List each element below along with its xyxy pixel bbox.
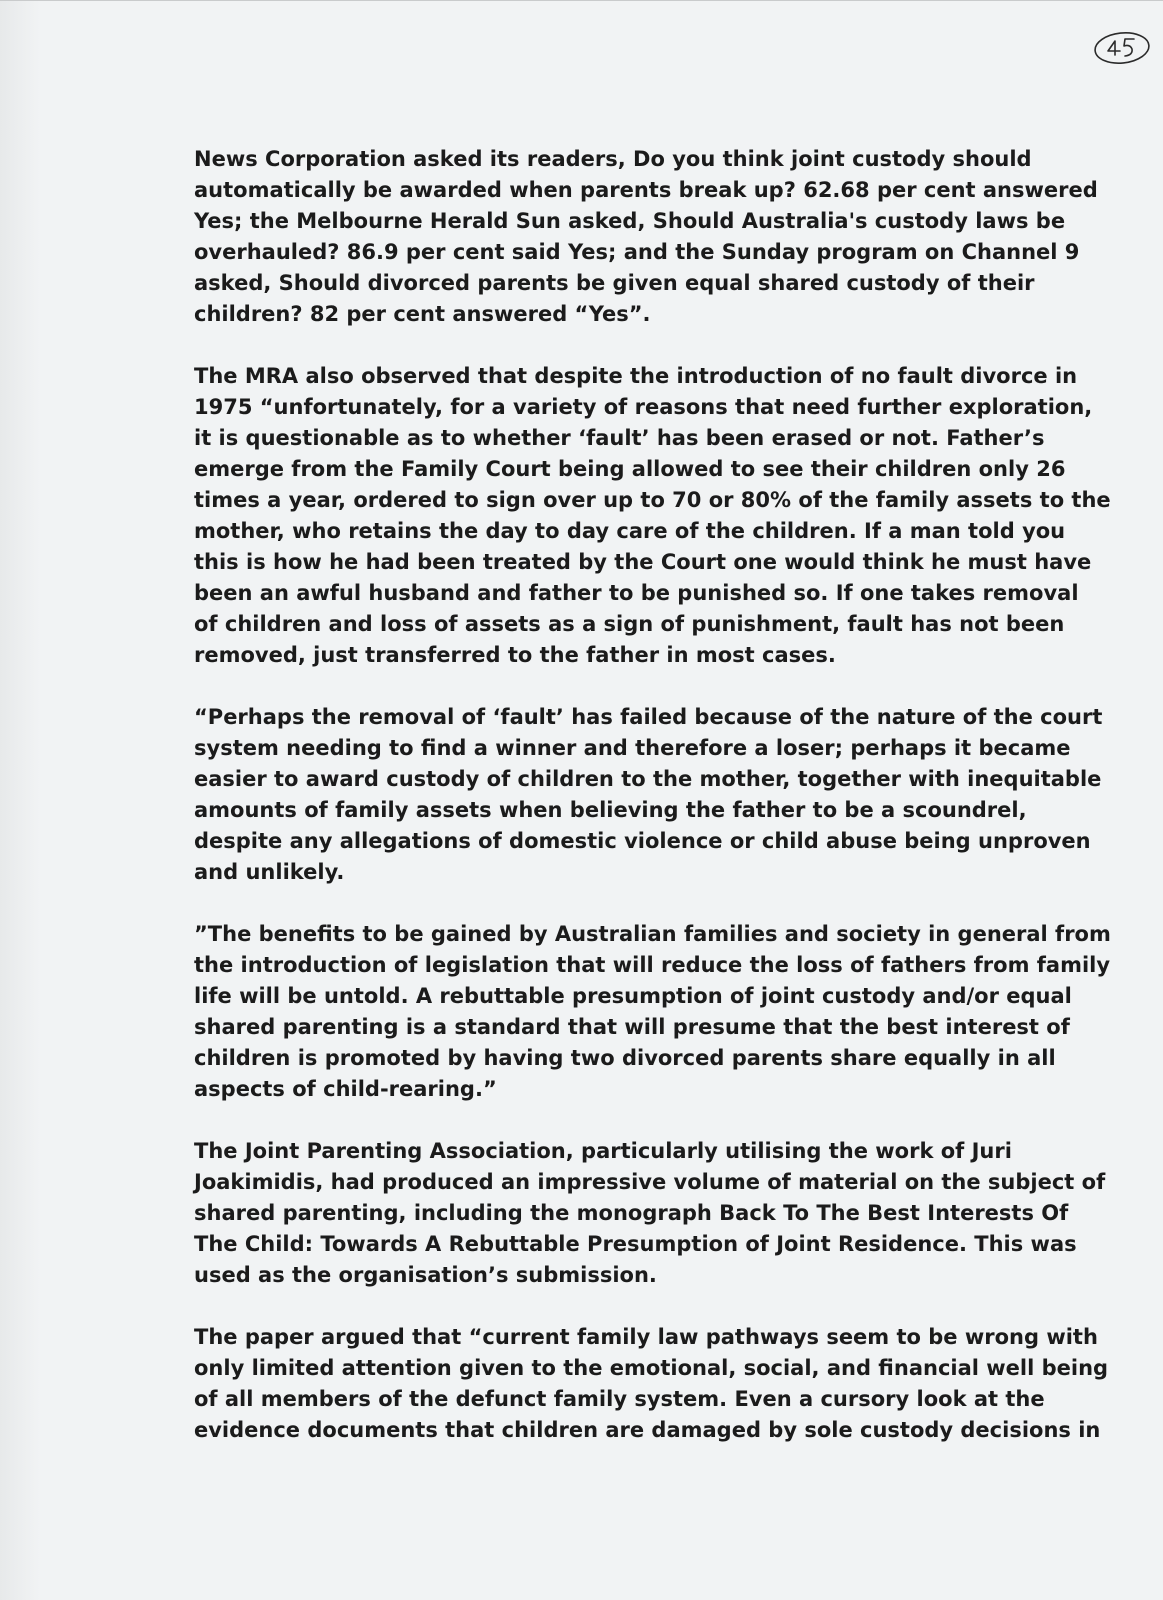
- text-line: children? 82 per cent answered “Yes”.: [194, 302, 651, 326]
- text-line: despite any allegations of domestic violence or child abuse being unproven: [194, 829, 1091, 853]
- paragraph-benefits: [194, 919, 1111, 1105]
- text-line: “Perhaps the removal of ‘fault’ has failed because of the nature of the court: [194, 705, 1103, 729]
- text-line: evidence documents that children are damaged by sole custody decisions in: [194, 1418, 1101, 1442]
- text-line: been an awful husband and father to be punished so. If one takes removal: [194, 581, 1079, 605]
- text-line: asked, Should divorced parents be given equal shared custody of their: [194, 271, 1035, 295]
- text-line: life will be untold. A rebuttable presumption of joint custody and/or equal: [194, 984, 1072, 1008]
- text-line: removed, just transferred to the father in most cases.: [194, 643, 836, 667]
- text-line: Joakimidis, had produced an impressive volume of material on the subject of: [194, 1170, 1106, 1194]
- text-line: ”The benefits to be gained by Australian families and society in general from: [194, 922, 1111, 946]
- handwritten-page-number: [1091, 25, 1151, 71]
- text-line: this is how he had been treated by the Court one would think he must have: [194, 550, 1092, 574]
- paragraph-mra-observation: [194, 361, 1111, 671]
- text-line: The Joint Parenting Association, particularly utilising the work of Juri: [194, 1139, 1012, 1163]
- text-line: only limited attention given to the emotional, social, and financial well being: [194, 1356, 1109, 1380]
- text-line: emerge from the Family Court being allowed to see their children only 26: [194, 457, 1066, 481]
- text-line: The Child: Towards A Rebuttable Presumption of Joint Residence. This was: [194, 1232, 1077, 1256]
- paragraph-news-corporation: [194, 144, 1098, 330]
- text-line: Yes; the Melbourne Herald Sun asked, Should Australia's custody laws be: [194, 209, 1066, 233]
- text-line: overhauled? 86.9 per cent said Yes; and the Sunday program on Channel 9: [194, 240, 1080, 264]
- text-line: automatically be awarded when parents break up? 62.68 per cent answered: [194, 178, 1098, 202]
- text-line: amounts of family assets when believing the father to be a scoundrel,: [194, 798, 1027, 822]
- text-line: it is questionable as to whether ‘fault’ has been erased or not. Father’s: [194, 426, 1045, 450]
- text-line: News Corporation asked its readers, Do you think joint custody should: [194, 147, 1032, 171]
- document-body: [194, 144, 1111, 1477]
- text-line: 1975 “unfortunately, for a variety of reasons that need further exploration,: [194, 395, 1093, 419]
- text-line: times a year, ordered to sign over up to 70 or 80% of the family assets to the: [194, 488, 1111, 512]
- text-line: of all members of the defunct family system. Even a cursory look at the: [194, 1387, 1045, 1411]
- paragraph-removal-of-fault: [194, 702, 1103, 888]
- text-line: shared parenting, including the monograph Back To The Best Interests Of: [194, 1201, 1069, 1225]
- text-line: used as the organisation’s submission.: [194, 1263, 657, 1287]
- paragraph-joint-parenting-association: [194, 1136, 1106, 1291]
- text-line: The paper argued that “current family law pathways seem to be wrong with: [194, 1325, 1098, 1349]
- text-line: aspects of child-rearing.”: [194, 1077, 497, 1101]
- text-line: The MRA also observed that despite the introduction of no fault divorce in: [194, 364, 1078, 388]
- text-line: children is promoted by having two divorced parents share equally in all: [194, 1046, 1056, 1070]
- text-line: mother, who retains the day to day care of the children. If a man told you: [194, 519, 1066, 543]
- text-line: of children and loss of assets as a sign of punishment, fault has not been: [194, 612, 1065, 636]
- text-line: and unlikely.: [194, 860, 345, 884]
- text-line: easier to award custody of children to the mother, together with inequitable: [194, 767, 1102, 791]
- paragraph-paper-argued: [194, 1322, 1109, 1446]
- text-line: shared parenting is a standard that will presume that the best interest of: [194, 1015, 1070, 1039]
- text-line: system needing to find a winner and therefore a loser; perhaps it became: [194, 736, 1071, 760]
- text-line: the introduction of legislation that will reduce the loss of fathers from family: [194, 953, 1111, 977]
- circled-number-mark: [1091, 25, 1151, 71]
